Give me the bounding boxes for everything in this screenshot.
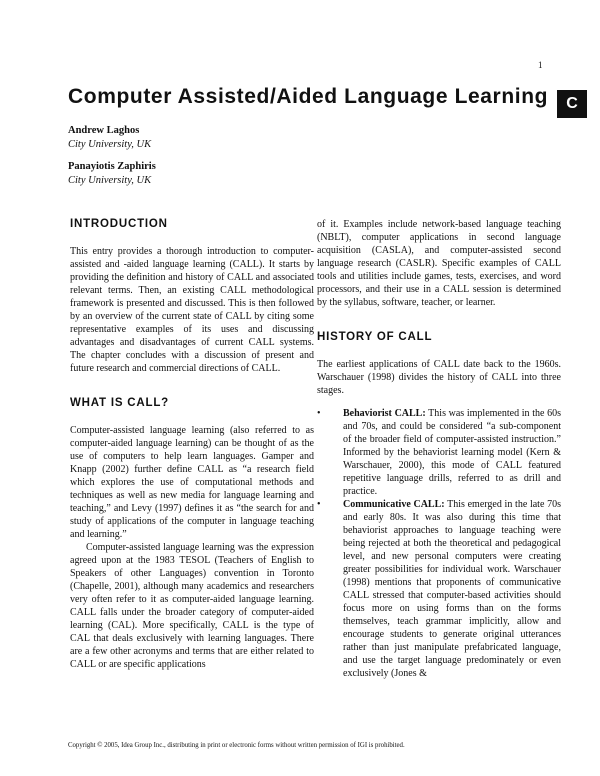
section-heading-what-is-call: WHAT IS CALL? bbox=[70, 397, 169, 409]
page-number: 1 bbox=[538, 60, 543, 70]
article-title: Computer Assisted/Aided Language Learning bbox=[68, 85, 549, 108]
bullet-icon: • bbox=[317, 408, 321, 419]
right-column bbox=[317, 218, 561, 680]
author-block-2 bbox=[68, 160, 156, 188]
what-is-call-paragraph-2: Computer-assisted language learning was the expression agreed upon at the 1983 TESOL (Teachers of English to Speakers of other Languages) convention in Toronto (Chapelle, 2001), although many academics and researchers very often refer to it as computer-aided language learning. CALL falls under the broader category of computer-aided learning (CAL). More specifically, CALL is the type of CAL that deals exclusively with learning languages. There are a few other acronyms and terms that are either related to CALL or are specific applications bbox=[70, 542, 314, 670]
stage-description: This was implemented in the 60s and 70s, and could be considered “a sub-component of the broader field of computer-assisted instruction.” Informed by the behaviorist learning model (Kern & Warschauer, 2000), this mode of CALL featured repetitive language drills, referred to as drill and practice. bbox=[343, 408, 562, 497]
author-name: Panayiotis Zaphiris bbox=[68, 161, 156, 172]
introduction-paragraph: This entry provides a thorough introduction to computer-assisted and -aided language learning (CALL). It starts by providing the definition and history of CALL and associated relevant terms. Then, an existing CALL methodological framework is presented and discussed. This is then followed by an overview of the current state of CALL by citing some representative examples of its uses and discussing advantages and disadvantages of current CALL systems. The chapter concludes with a discussion of present and future research and commercial directions of CALL. bbox=[70, 246, 314, 374]
author-affiliation: City University, UK bbox=[68, 175, 152, 186]
stage-term: Behaviorist CALL: bbox=[343, 408, 426, 419]
history-stage-list bbox=[317, 407, 561, 680]
list-item bbox=[317, 498, 561, 680]
stage-term: Communicative CALL: bbox=[343, 499, 445, 510]
history-intro-paragraph: The earliest applications of CALL date back to the 1960s. Warschauer (1998) divides the history of CALL into three stages. bbox=[317, 359, 561, 396]
section-heading-history: HISTORY OF CALL bbox=[317, 331, 433, 343]
list-item bbox=[317, 407, 561, 498]
section-heading-introduction: INTRODUCTION bbox=[70, 218, 168, 230]
left-column bbox=[70, 218, 314, 671]
stage-description: This emerged in the late 70s and early 80s. It was also during this time that behaviorist approaches to language teaching were being rejected at both the theoretical and pedagogical level, and new personal computers were creating greater possibilities for individual work. Warschauer (1998) mentions that proponents of communicative CALL stressed that computer-based activities should focus more on using forms than on the forms themselves, teach grammar implicitly, allow and encourage students to generate original utterances rather than just manipulate prefabricated language, and use the target language predominately or even exclusively (Jones & bbox=[343, 499, 561, 679]
bullet-icon: • bbox=[317, 499, 321, 510]
author-name: Andrew Laghos bbox=[68, 125, 140, 136]
what-is-call-continuation: of it. Examples include network-based language teaching (NBLT), computer applications in second language acquisition (CASLA), and computer-assisted second language research (CASLR). Specific examples of CALL tools and utilities include games, tests, exercises, and word processors, and their use in a CALL session is determined by the syllabus, software, teacher, or learner. bbox=[317, 219, 561, 308]
section-tab-letter: C bbox=[557, 90, 587, 118]
author-block-1 bbox=[68, 124, 151, 152]
author-affiliation: City University, UK bbox=[68, 139, 152, 150]
what-is-call-paragraph-1: Computer-assisted language learning (also referred to as computer-aided language learning) can be thought of as the use of computers to help learn languages. Gamper and Knapp (2002) further define CALL as “a research field which explores the use of computational methods and techniques as well as new media for language learning and teaching,” and Levy (1997) defines it as “the search for and study of applications of the computer in language teaching and learning.” bbox=[70, 425, 314, 540]
copyright-footer: Copyright © 2005, Idea Group Inc., distributing in print or electronic forms without written permission of IGI is prohibited. bbox=[68, 742, 405, 749]
